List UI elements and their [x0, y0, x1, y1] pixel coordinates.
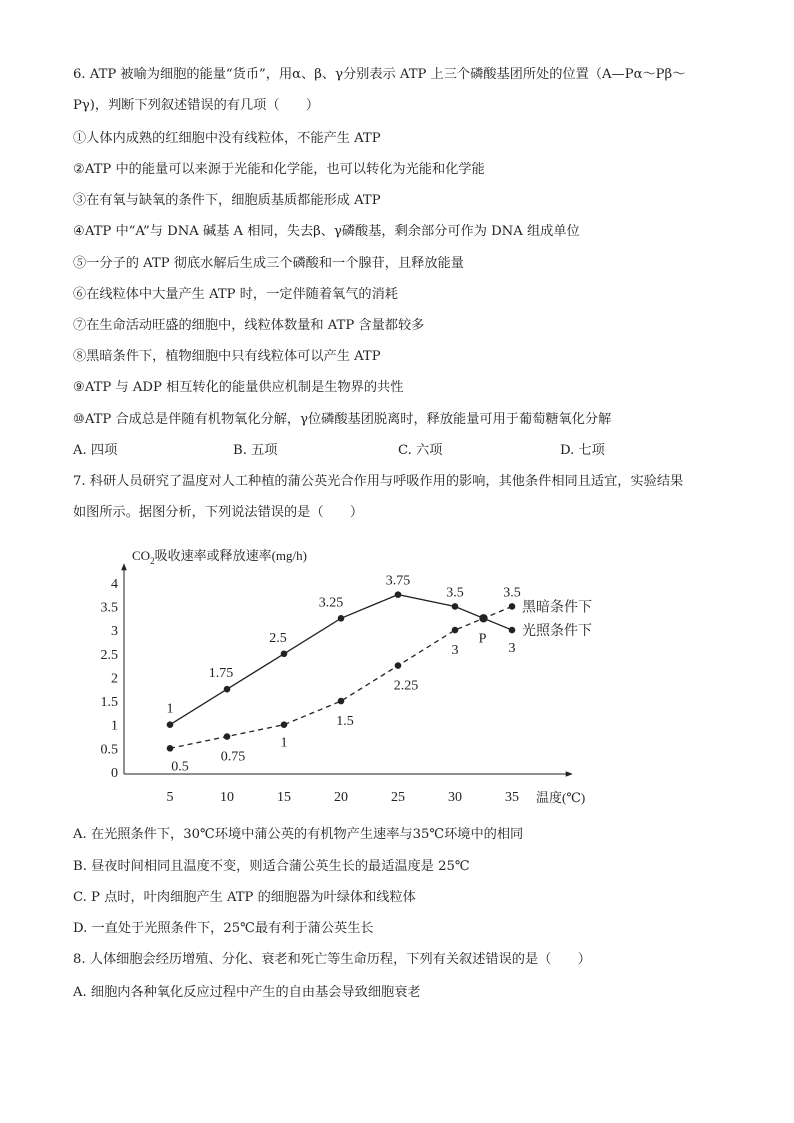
data-label-dark: 1 — [280, 735, 288, 751]
series-line-light — [170, 595, 512, 725]
q7-stem-line1: 7. 科研人员研究了温度对人工种植的蒲公英光合作用与呼吸作用的影响，其他条件相同且适宜，实验结果 — [73, 474, 684, 489]
data-point-dark — [224, 733, 231, 740]
y-tick-label: 1 — [111, 718, 118, 734]
data-label-dark: 2.25 — [393, 678, 419, 694]
q6-option-d: D. 七项 — [560, 443, 605, 458]
temperature-co2-chart — [100, 538, 620, 806]
q7-option-d: D. 一直处于光照条件下，25℃最有利于蒲公英生长 — [73, 921, 374, 936]
y-tick-label: 1.5 — [100, 695, 118, 711]
data-point-light — [281, 650, 288, 657]
q6-item: ③在有氧与缺氧的条件下，细胞质基质都能形成 ATP — [73, 193, 381, 208]
q6-stem-line1: 6. ATP 被喻为细胞的能量“货币”，用α、β、γ分别表示 ATP 上三个磷酸基团所处的位置（A—Pα～Pβ～ — [73, 67, 686, 82]
data-point-dark — [452, 627, 459, 634]
data-label-dark: 0.75 — [220, 749, 246, 765]
x-tick-label: 10 — [220, 790, 234, 805]
q6-item: ⑤一分子的 ATP 彻底水解后生成三个磷酸和一个腺苷，且释放能量 — [73, 256, 464, 271]
data-point-dark — [338, 698, 345, 705]
data-point-light — [167, 721, 174, 728]
y-tick-label: 0.5 — [100, 742, 118, 758]
data-point-dark — [395, 662, 402, 669]
x-tick-label: 15 — [277, 790, 291, 805]
data-point-light — [224, 686, 231, 693]
q6-item: ②ATP 中的能量可以来源于光能和化学能，也可以转化为光能和化学能 — [73, 162, 485, 177]
data-label-light: 3.75 — [385, 573, 411, 589]
y-axis-label: $CO_2$吸收速率或释放速率(mg/h) — [132, 548, 307, 566]
data-point-dark — [167, 745, 174, 752]
q7-stem-line2: 如图所示。据图分析，下列说法错误的是（ ） — [73, 505, 364, 520]
data-point-light — [509, 627, 516, 634]
q7-option-c: C. P 点时，叶肉细胞产生 ATP 的细胞器为叶绿体和线粒体 — [73, 890, 416, 905]
intersection-point — [479, 614, 487, 622]
y-tick-label: 3.5 — [100, 600, 118, 616]
q6-stem-line2: Pγ)，判断下列叙述错误的有几项（ ） — [73, 98, 320, 113]
x-tick-label: 5 — [166, 790, 174, 805]
series-label-dark: 黑暗条件下 — [522, 600, 592, 616]
data-label-light: 1.75 — [208, 666, 234, 682]
x-tick-label: 35 — [505, 790, 519, 805]
data-label-light: 3.5 — [446, 585, 464, 601]
series-label-light: 光照条件下 — [522, 624, 592, 640]
data-label-light: 1 — [166, 701, 174, 717]
y-tick-label: 3 — [111, 624, 118, 640]
data-label-light: 3.25 — [318, 595, 344, 611]
data-point-light — [338, 615, 345, 622]
q6-option-b: B. 五项 — [233, 443, 278, 458]
intersection-label: P — [478, 631, 487, 647]
q6-item: ⑦在生命活动旺盛的细胞中，线粒体数量和 ATP 含量都较多 — [73, 318, 425, 333]
y-tick-label: 2.5 — [100, 647, 118, 663]
x-tick-label: 30 — [448, 790, 462, 805]
data-label-light: 2.5 — [269, 630, 287, 646]
data-label-dark: 1.5 — [336, 714, 354, 730]
q6-item: ⑥在线粒体中大量产生 ATP 时，一定伴随着氧气的消耗 — [73, 287, 398, 302]
x-tick-label: 20 — [334, 790, 348, 805]
q8-stem: 8. 人体细胞会经历增殖、分化、衰老和死亡等生命历程，下列有关叙述错误的是（ ） — [73, 952, 591, 967]
x-axis-label: 温度(℃) — [536, 790, 586, 805]
data-point-dark — [281, 721, 288, 728]
data-label-light: 3 — [508, 641, 516, 657]
x-tick-label: 25 — [391, 790, 405, 805]
y-tick-label: 2 — [111, 671, 118, 687]
q6-option-c: C. 六项 — [398, 443, 443, 458]
q6-item: ⑧黑暗条件下，植物细胞中只有线粒体可以产生 ATP — [73, 349, 381, 364]
q7-option-b: B. 昼夜时间相同且温度不变，则适合蒲公英生长的最适温度是 25℃ — [73, 859, 470, 874]
q6-item: ⑨ATP 与 ADP 相互转化的能量供应机制是生物界的共性 — [73, 380, 404, 395]
q6-item: ①人体内成熟的红细胞中没有线粒体，不能产生 ATP — [73, 131, 381, 146]
q6-item: ⑩ATP 合成总是伴随有机物氧化分解，γ位磷酸基团脱离时，释放能量可用于葡萄糖氧化分解 — [73, 412, 612, 427]
data-label-dark: 3.5 — [503, 585, 521, 601]
q8-option-a: A. 细胞内各种氧化反应过程中产生的自由基会导致细胞衰老 — [73, 985, 421, 1000]
q7-option-a: A. 在光照条件下，30℃环境中蒲公英的有机物产生速率与35℃环境中的相同 — [73, 827, 524, 842]
q6-item: ④ATP 中“A”与 DNA 碱基 A 相同，失去β、γ磷酸基，剩余部分可作为 DNA 组成单位 — [73, 224, 580, 239]
y-tick-label: 0 — [111, 766, 118, 781]
data-point-dark — [509, 603, 516, 610]
data-label-dark: 0.5 — [171, 759, 189, 775]
y-tick-label: 4 — [111, 576, 118, 592]
q6-option-a: A. 四项 — [73, 443, 118, 458]
data-point-light — [395, 591, 402, 598]
data-label-dark: 3 — [451, 643, 459, 659]
data-point-light — [452, 603, 459, 610]
